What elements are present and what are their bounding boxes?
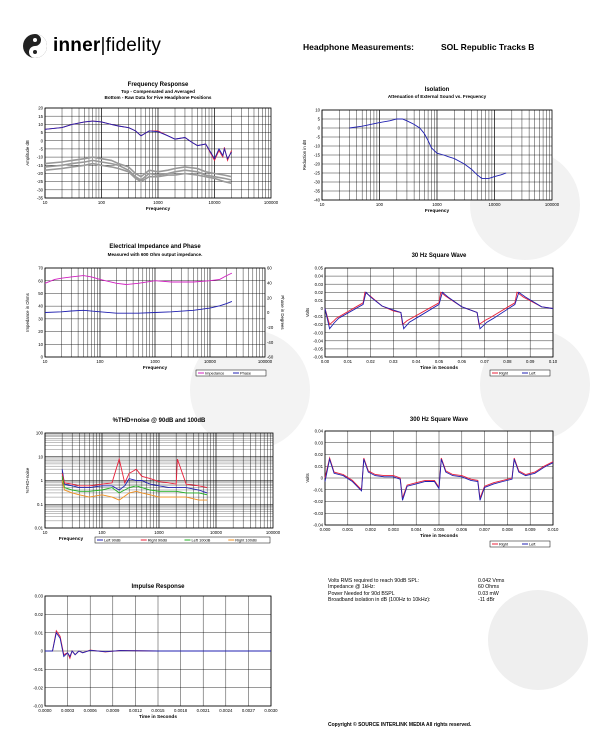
chart-title: Impulse Response (131, 584, 185, 590)
y-tick-label: 0 (40, 648, 43, 654)
legend-label: Phase (240, 370, 252, 376)
x-tick-label: 0.0006 (83, 708, 97, 713)
x-tick-label: 10 (42, 530, 48, 535)
stat-label: Power Needed for 90d BSPL (328, 590, 395, 597)
y-tick-label: -10 (313, 143, 320, 149)
x-tick-label: 10000 (488, 202, 501, 207)
y-tick-label: -5 (316, 134, 320, 140)
y2-tick-label: 20 (267, 295, 272, 301)
stats-row (328, 597, 504, 603)
x-axis-label: Frequency (424, 209, 450, 214)
x-tick-label: 0.07 (480, 359, 489, 364)
y-tick-label: -0.06 (313, 354, 323, 360)
stat-label: Impedance @ 1kHz: (328, 584, 376, 591)
x-axis-label: Time in Seconds (138, 715, 178, 720)
y-tick-label: -0.01 (313, 314, 323, 320)
y-tick-label: -30 (36, 187, 43, 193)
y-tick-label: -0.01 (33, 666, 43, 672)
y-tick-label: -40 (313, 197, 320, 203)
x-tick-label: 1000 (432, 202, 442, 207)
x-tick-label: 100000 (263, 200, 279, 205)
x-tick-label: 10000 (210, 530, 222, 535)
y-tick-label: 100 (35, 430, 43, 436)
x-tick-label: 0.08 (503, 359, 512, 364)
y-tick-label: -0.04 (313, 338, 323, 344)
x-axis-label: Frequency (145, 207, 171, 212)
stats-table (328, 578, 504, 604)
x-tick-label: 0.02 (366, 359, 375, 364)
x-tick-label: 0.09 (526, 359, 535, 364)
y-axis-label: Volts (305, 473, 310, 483)
document-title: Headphone Measurements: (303, 42, 414, 52)
x-tick-label: 0.0003 (61, 708, 75, 713)
chart-title: %THD+noise @ 90dB and 100dB (112, 418, 206, 424)
x-axis-label: Frequency (58, 537, 84, 542)
x-tick-label: 100000 (265, 530, 281, 535)
x-tick-label: 0.004 (410, 527, 422, 532)
chart-subtitle: Bottom - Raw Data for Five Headphone Positions (104, 95, 212, 100)
y-tick-label: 0.02 (314, 452, 323, 458)
y-tick-label: 0.1 (37, 501, 43, 507)
y-tick-label: 0.02 (314, 289, 323, 295)
y-tick-label: 0.02 (34, 611, 43, 617)
chart-freq (45, 108, 271, 198)
y2-tick-label: 40 (267, 280, 272, 286)
y-tick-label: -20 (36, 171, 43, 177)
y-tick-label: -0.05 (313, 346, 323, 352)
legend-label: Right (499, 541, 509, 547)
chart-subtitle: Measured with 600 Ohm output impedance. (107, 252, 203, 257)
y-tick-label: -0.02 (33, 685, 43, 691)
y2-tick-label: 60 (267, 265, 272, 271)
stat-label: Broadband isolation in dB (100Hz to 10kHz): (328, 597, 431, 604)
y-tick-label: 5 (40, 130, 43, 136)
y-tick-label: -0.04 (313, 522, 323, 528)
y-tick-label: 0 (317, 125, 320, 131)
y-tick-label: -0.03 (313, 510, 323, 516)
y-axis-label: Reduction in dB (302, 139, 307, 171)
x-tick-label: 1000 (154, 530, 164, 535)
x-tick-label: 0.005 (433, 527, 445, 532)
product-name: SOL Republic Tracks B (441, 42, 535, 52)
x-tick-label: 0.000 (319, 527, 331, 532)
x-tick-label: 100000 (544, 202, 560, 207)
stat-label: Volts RMS required to reach 90dB SPL: (328, 578, 420, 584)
chart-title: Isolation (424, 87, 450, 93)
y-tick-label: 0 (320, 475, 323, 481)
y-tick-label: 10 (38, 121, 43, 127)
y-tick-label: -0.03 (313, 330, 323, 336)
chart-title: Electrical Impedance and Phase (109, 244, 201, 250)
x-tick-label: 0.03 (389, 359, 398, 364)
y-axis-label: Volts (305, 307, 310, 318)
x-tick-label: 0.0015 (151, 708, 165, 713)
x-tick-label: 0.0027 (241, 708, 255, 713)
y-tick-label: 0 (40, 354, 43, 360)
chart-subtitle: Attenuation of External Sound vs. Frequency (387, 94, 487, 99)
legend-label: Right (499, 370, 509, 376)
x-tick-label: 0.002 (365, 527, 376, 532)
x-tick-label: 0.0030 (264, 708, 278, 713)
x-axis-label: Frequency (142, 366, 168, 371)
x-tick-label: 0.009 (524, 527, 536, 532)
y-tick-label: -0.02 (313, 499, 323, 505)
legend-label: Impedance (205, 370, 225, 376)
y-tick-label: -15 (36, 162, 43, 168)
x-tick-label: 0.0024 (219, 708, 233, 713)
y-axis-label: %THD+noise (25, 467, 30, 494)
chart-thd (42, 433, 273, 543)
x-tick-label: 0.00 (320, 359, 330, 364)
y-tick-label: 20 (38, 105, 43, 111)
y-tick-label: 0.04 (314, 273, 323, 279)
y-axis-label: Amplitude dB (25, 140, 30, 166)
y-tick-label: 60 (38, 278, 43, 284)
y-tick-label: 70 (38, 265, 43, 271)
y-tick-label: 5 (317, 116, 320, 122)
y-tick-label: 0.01 (314, 297, 323, 303)
chart-imp_resp (45, 596, 271, 706)
x-tick-label: 0.10 (548, 359, 558, 364)
x-tick-label: 0.007 (479, 527, 490, 532)
logo-text: inner|fidelity (53, 35, 162, 56)
x-tick-label: 10 (42, 359, 48, 364)
y-tick-label: 0.03 (314, 281, 323, 287)
chart-title: Frequency Response (127, 82, 189, 88)
stat-value: -11 dBr (478, 597, 495, 604)
y-tick-label: 10 (315, 107, 320, 113)
y2-tick-label: 0 (267, 310, 270, 316)
x-tick-label: 100 (375, 202, 384, 207)
y2-tick-label: -20 (267, 324, 274, 330)
x-tick-label: 0.003 (388, 527, 399, 532)
y-tick-label: -30 (313, 179, 320, 185)
y2-axis-label: Phase in Degrees (280, 295, 285, 330)
y-axis-label: Impedance in Ohms (25, 293, 30, 332)
y-tick-label: 10 (38, 341, 43, 347)
x-tick-label: 0.06 (457, 359, 466, 364)
x-tick-label: 0.0009 (106, 708, 120, 713)
y-tick-label: 0 (40, 138, 43, 144)
y-tick-label: 0.01 (34, 525, 43, 531)
y-tick-label: 0.03 (314, 440, 323, 446)
x-tick-label: 10000 (204, 359, 216, 364)
y-tick-label: 0.01 (314, 463, 323, 469)
y2-tick-label: -60 (267, 354, 274, 360)
y-tick-label: 0.05 (314, 265, 323, 271)
x-tick-label: 0.006 (456, 527, 468, 532)
y-tick-label: 0 (320, 306, 323, 312)
y2-tick-label: -40 (267, 339, 274, 345)
y-tick-label: 0.04 (314, 428, 323, 434)
x-tick-label: 0.0000 (38, 708, 52, 713)
chart-subtitle: Top - Compensated and Averaged (121, 89, 195, 94)
legend-label: Left 100dB (191, 537, 211, 543)
y-tick-label: 1 (40, 478, 43, 484)
legend-label: Right 90dB (147, 537, 167, 543)
legend-label: Left (529, 541, 536, 547)
x-tick-label: 0.001 (342, 527, 354, 532)
legend-label: Left (529, 370, 536, 376)
x-tick-label: 10000 (208, 200, 221, 205)
x-tick-label: 100 (96, 359, 104, 364)
x-tick-label: 100 (97, 200, 106, 205)
y-tick-label: 30 (38, 316, 43, 322)
x-tick-label: 0.05 (434, 359, 444, 364)
chart-title: 300 Hz Square Wave (409, 417, 469, 423)
x-tick-label: 1000 (150, 359, 160, 364)
x-tick-label: 0.0021 (196, 708, 210, 713)
x-tick-label: 0.0012 (128, 708, 142, 713)
x-tick-label: 0.01 (343, 359, 352, 364)
y-tick-label: -0.02 (313, 322, 323, 328)
x-tick-label: 10 (319, 202, 325, 207)
y-tick-label: -35 (313, 188, 320, 194)
x-tick-label: 100 (98, 530, 106, 535)
y-tick-label: 10 (38, 454, 43, 460)
chart-title: 30 Hz Square Wave (411, 253, 467, 259)
x-tick-label: 0.010 (547, 527, 559, 532)
y-tick-label: -0.01 (313, 487, 323, 493)
x-tick-label: 10 (42, 200, 48, 205)
y-tick-label: -25 (313, 170, 320, 176)
y-tick-label: 50 (38, 291, 43, 297)
y-tick-label: 15 (38, 113, 43, 119)
x-tick-label: 0.008 (502, 527, 513, 532)
x-tick-label: 100000 (257, 359, 273, 364)
y-tick-label: -10 (36, 154, 43, 160)
y-tick-label: 0.01 (34, 630, 43, 636)
x-axis-label: Time in Seconds (419, 366, 459, 371)
stat-value: 60 Ohms (478, 584, 500, 591)
x-tick-label: 1000 (153, 200, 163, 205)
y-tick-label: -5 (39, 146, 43, 152)
stat-value: 0.03 mW (478, 590, 499, 597)
y-tick-label: 20 (38, 329, 43, 335)
y-tick-label: -35 (36, 195, 43, 201)
legend-label: Left 90dB (104, 537, 121, 543)
x-tick-label: 0.0018 (174, 708, 188, 713)
x-tick-label: 0.04 (412, 359, 421, 364)
y-tick-label: 40 (38, 303, 43, 309)
copyright: Copyright © SOURCE INTERLINK MEDIA All rights reserved. (328, 722, 472, 728)
y-tick-label: -20 (313, 161, 320, 167)
y-tick-label: -25 (36, 179, 43, 185)
y-tick-label: -0.03 (33, 703, 43, 709)
y-tick-label: -15 (313, 152, 320, 158)
chart-iso (322, 110, 552, 200)
stat-value: 0.042 Vrms (478, 578, 505, 584)
legend-label: Right 100dB (235, 537, 257, 543)
x-axis-label: Time in Seconds (419, 534, 459, 539)
y-tick-label: 0.03 (34, 593, 43, 599)
